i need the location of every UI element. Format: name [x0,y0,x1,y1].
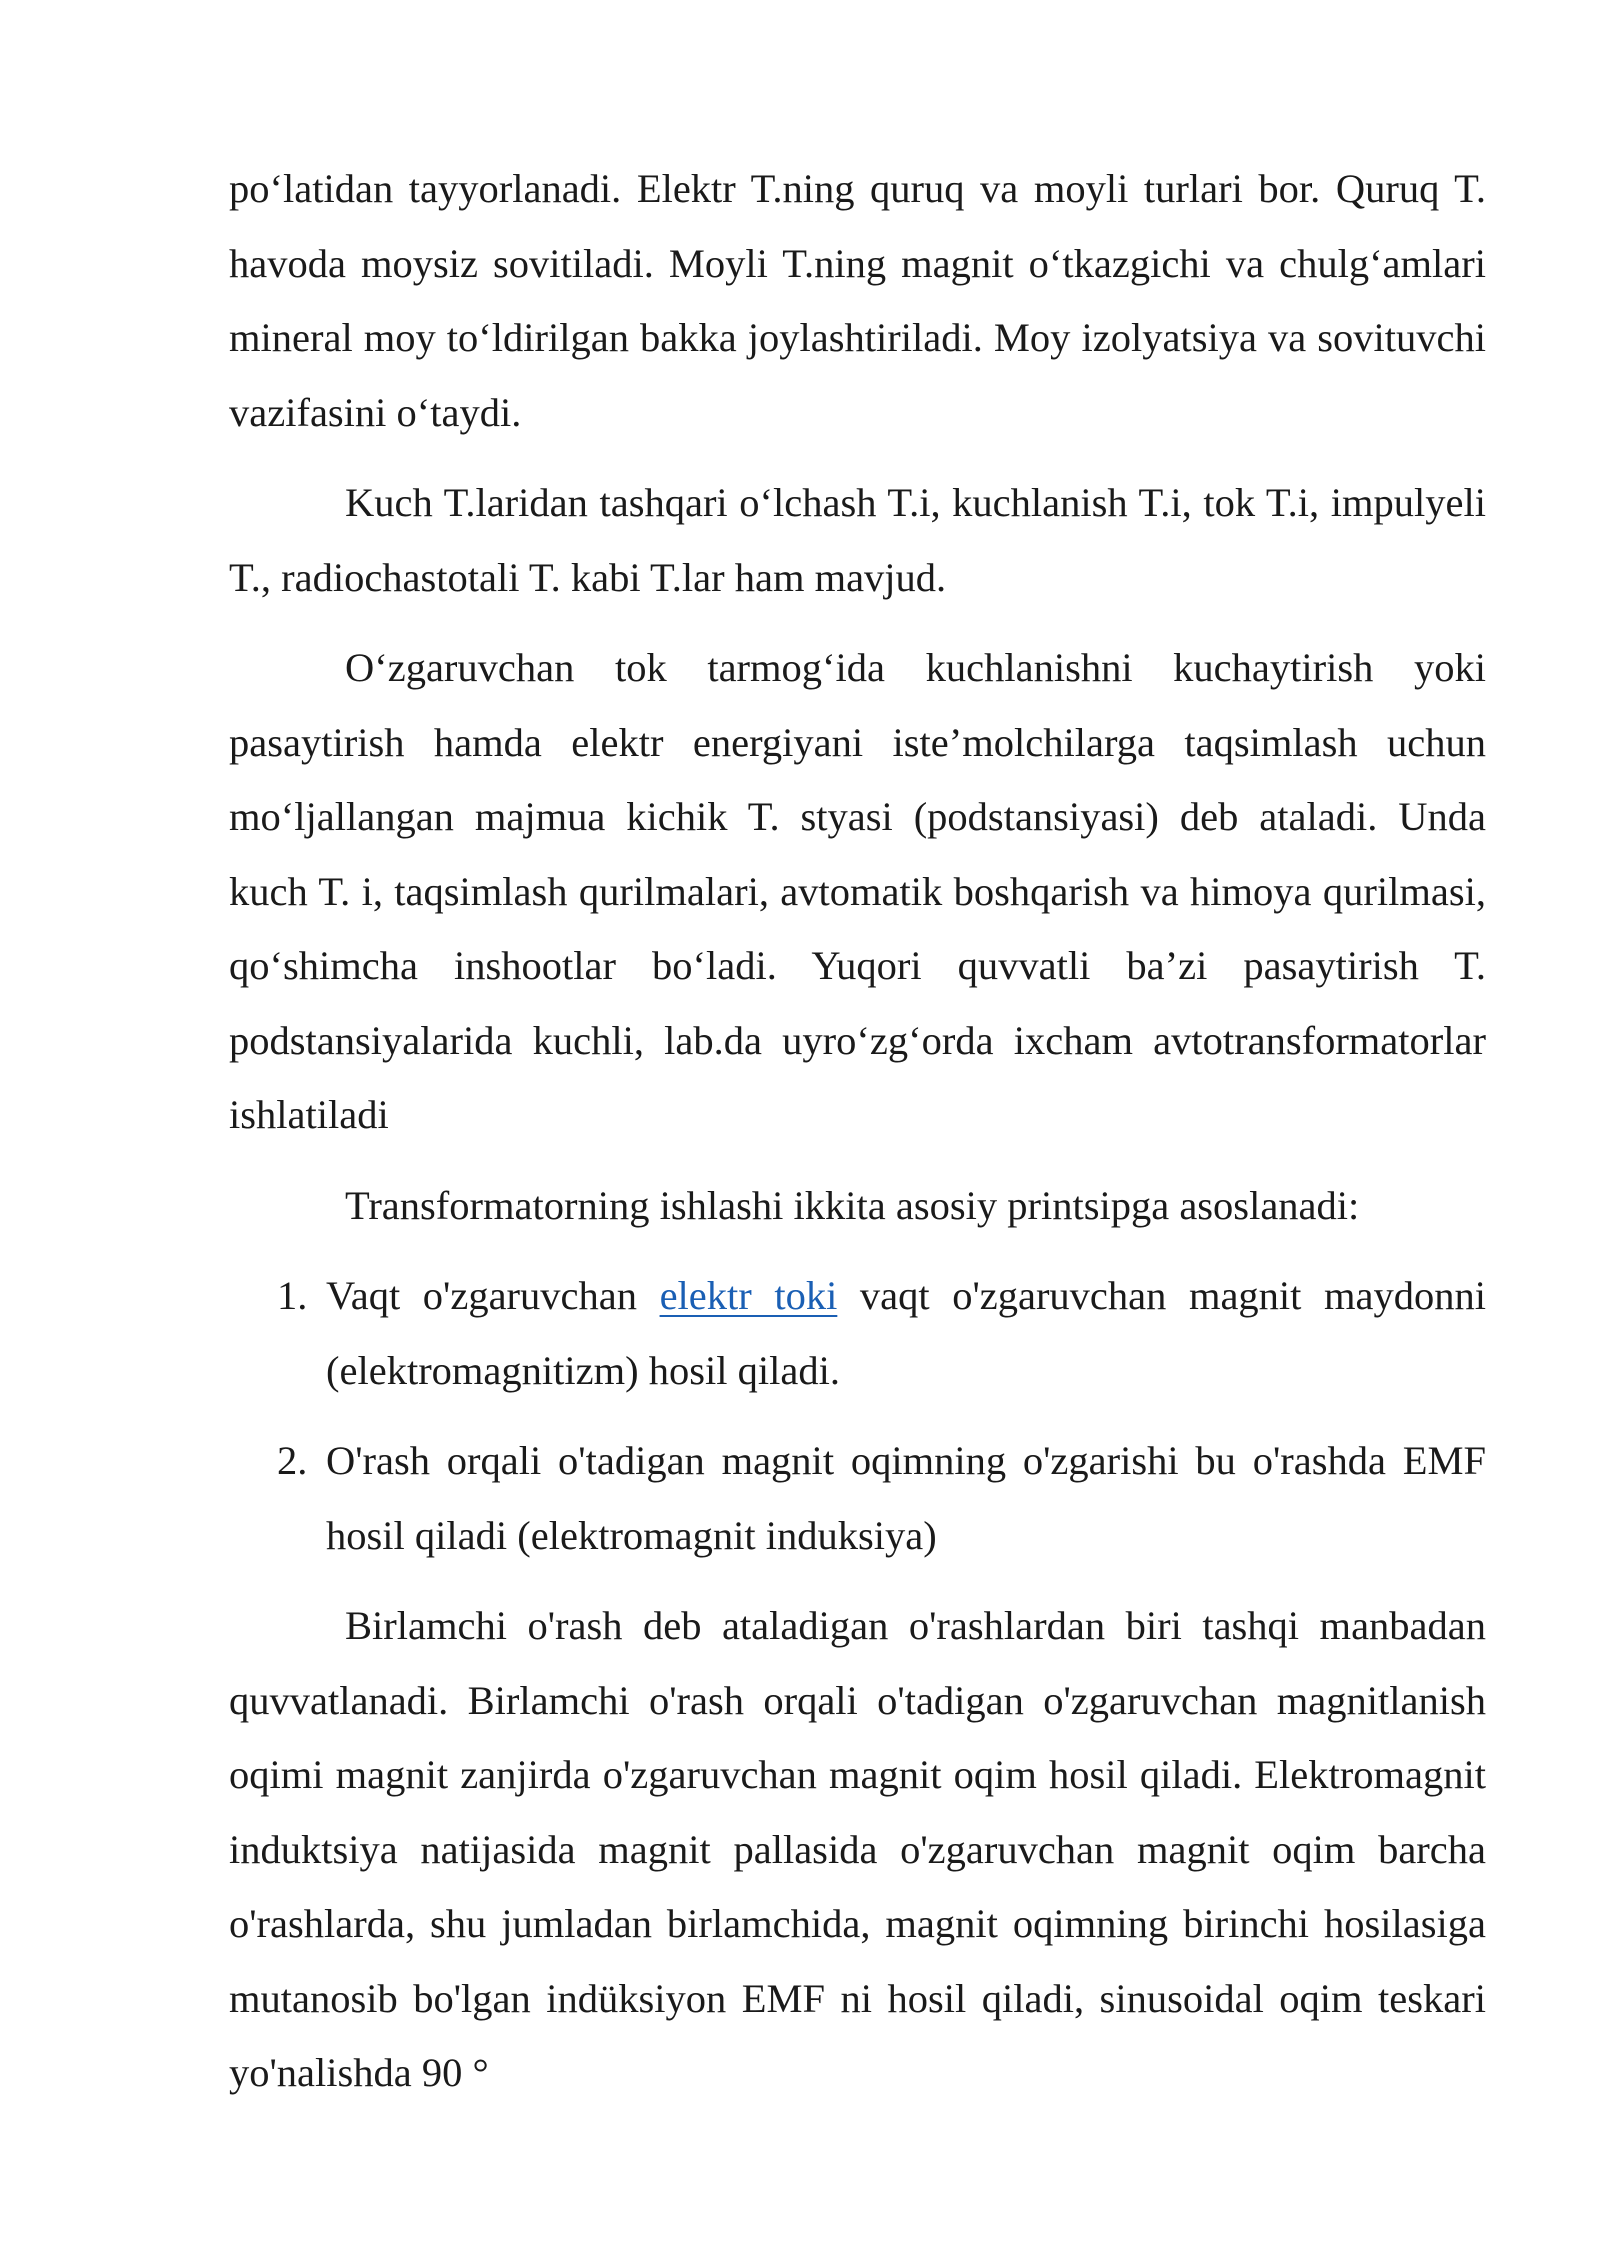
paragraph-substation: O‘zgaruvchan tok tarmog‘ida kuchlanishni kuchaytirish yoki pasaytirish hamda elektr energiyani iste’molchilarga taqsimlash uchun mo‘ljallangan majmua kichik T. styasi (podstansiyasi) deb ataladi. Unda kuch T. i, taqsimlash qurilmalari, avtomatik boshqarish va himoya qurilmasi, qo‘shimcha inshootlar bo‘ladi. Yuqori quvvatli ba’zi pasaytirish T. podstansiyalarida kuchli, lab.da uyro‘zg‘orda ixcham avtotransformatorlar ishlatiladi [229,645,1486,1137]
list-item [229,1424,1486,1573]
paragraph-principles-intro: Transformatorning ishlashi ikkita asosiy printsipga asoslanadi: [345,1182,1360,1228]
list-item-text-before: Vaqt o'zgaruvchan [326,1273,660,1318]
principles-list [229,1259,1486,1573]
paragraph-primary-winding: Birlamchi o'rash deb ataladigan o'rashlardan biri tashqi manbadan quvvatlanadi. Birlamchi o'rash orqali o'tadigan o'zgaruvchan magnitlanish oqimi magnit zanjirda o'zgaruvchan magnit oqim hosil qiladi. Elektromagnit induktsiya natijasida magnit pallasida o'zgaruvchan magnit oqim barcha o'rashlarda, shu jumladan birlamchida, magnit oqimning birinchi hosilasiga mutanosib bo'lgan indüksiyon EMF ni hosil qiladi, sinusoidal oqim teskari yo'nalishda 90 ° [229,1603,1486,2095]
list-item-text-after: vaqt o'zgaruvchan magnit maydonni (elektromagnitizm) hosil qiladi. [326,1273,1486,1393]
list-item-text: O'rash orqali o'tadigan magnit oqimning o'zgarishi bu o'rashda EMF hosil qiladi (elektromagnit induksiya) [326,1438,1486,1558]
elektr-toki-link[interactable]: elektr toki [659,1273,838,1318]
document-page [229,152,1486,2127]
paragraph-other-transformer-types: Kuch T.laridan tashqari o‘lchash T.i, kuchlanish T.i, tok T.i, impulyeli T., radiochastotali T. kabi T.lar ham mavjud. [229,480,1486,600]
list-number: 1. [277,1273,308,1318]
paragraph-dry-oil-transformers: po‘latidan tayyorlanadi. Elektr T.ning quruq va moyli turlari bor. Quruq T. havoda moysiz sovitiladi. Moyli T.ning magnit o‘tkazgichi va chulg‘amlari mineral moy to‘ldirilgan bakka joylashtiriladi. Moy izolyatsiya va sovituvchi vazifasini o‘taydi. [229,166,1486,435]
list-item [229,1259,1486,1408]
list-number: 2. [277,1438,308,1483]
